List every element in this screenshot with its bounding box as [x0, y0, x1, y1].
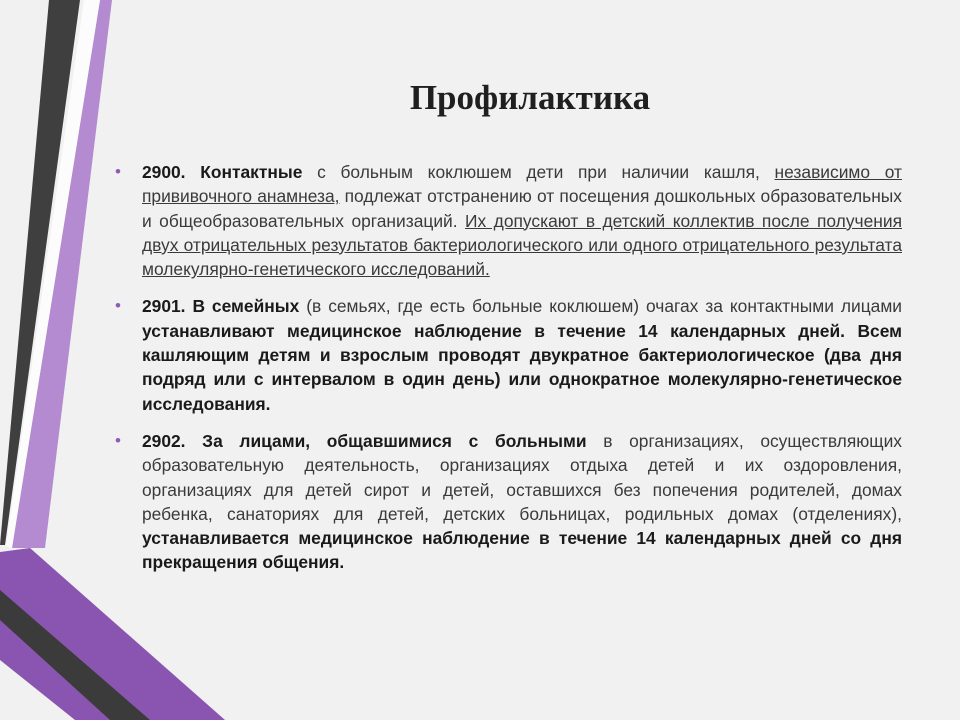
item-underlined-text: Их допускают в детский коллектив после получения двух отрицательных результатов бактериологического или одного отрицательного результата молекулярно-генетического исследований.	[142, 210, 902, 280]
bullet-icon: •	[115, 162, 121, 181]
list-item-2901	[115, 294, 902, 415]
item-heading: 2900. Контактные	[142, 162, 303, 182]
item-underlined-text: независимо от прививочного анамнеза,	[142, 162, 903, 207]
bullet-icon: •	[115, 430, 121, 450]
bullet-list	[115, 160, 903, 588]
item-text: (в семьях, где есть больные коклюшем) очагах за контактными лицами	[299, 296, 902, 317]
slide-title: Профилактика	[409, 78, 651, 117]
item-heading: 2901. В семейных	[142, 296, 300, 317]
item-bold-text: устанавливается медицинское наблюдение в течение 14 календарных дней со дня прекращения общения.	[142, 528, 902, 573]
item-text: подлежат отстранению от посещения дошкольных образовательных и общеобразовательных организаций.	[142, 186, 902, 231]
item-text: в организациях, осуществляющих образовательную деятельность, организациях отдыха детей и их оздоровления, организациях для детей сирот и детей, оставшихся без попечения родителей, домах ребенка, санаториях для детей, детских больницах, родильных домах (отделениях),	[142, 430, 902, 524]
item-text: с больным коклюшем дети при наличии кашля,	[302, 162, 775, 182]
list-item-2902	[115, 429, 902, 575]
bullet-icon: •	[115, 296, 121, 316]
list-item-2900	[115, 160, 903, 281]
item-heading: 2902. За лицами, общавшимися с больными	[142, 430, 587, 451]
item-bold-text: устанавливают медицинское наблюдение в течение 14 календарных дней. Всем кашляющим детям и взрослым проводят двукратное бактериологическое (два дня подряд или с интервалом в один день) или однократное молекулярно-генетическое исследования.	[142, 320, 902, 414]
